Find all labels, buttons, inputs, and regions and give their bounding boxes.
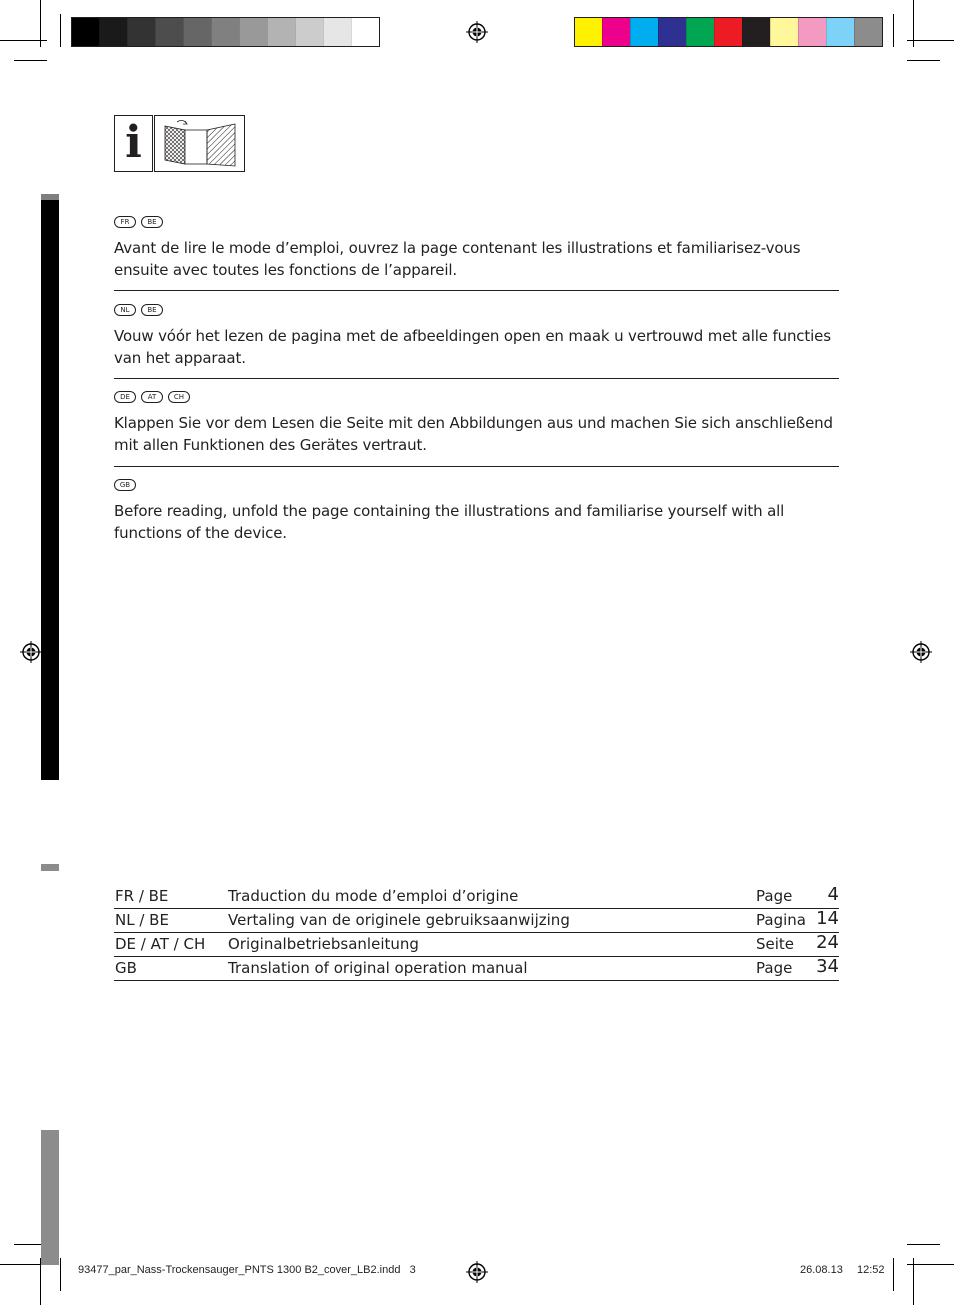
divider xyxy=(114,466,839,467)
instruction-text: Before reading, unfold the page containing the illustrations and familiarise yourself with all functions of the device. xyxy=(114,502,785,542)
language-badge: BE xyxy=(141,304,163,316)
footer-time: 12:52 xyxy=(857,1264,885,1276)
crop-mark xyxy=(60,1258,61,1291)
language-badge: GB xyxy=(114,479,136,491)
footer-file-name: 93477_par_Nass-Trockensauger_PNTS 1300 B2_cover_LB2.indd 3 xyxy=(78,1264,416,1276)
footer-date: 26.08.13 xyxy=(800,1264,843,1276)
color-swatch xyxy=(323,18,351,46)
color-swatch xyxy=(155,18,183,46)
color-swatch xyxy=(239,18,267,46)
toc-language: FR / BE xyxy=(115,887,169,905)
color-swatch xyxy=(714,18,742,46)
side-tab-grey xyxy=(41,864,59,871)
crop-mark xyxy=(60,14,61,47)
toc-row[interactable] xyxy=(114,933,839,957)
crop-mark xyxy=(907,1244,940,1245)
color-swatch xyxy=(686,18,714,46)
toc-title: Vertaling van de originele gebruiksaanwijzing xyxy=(228,911,570,929)
color-swatch xyxy=(742,18,770,46)
toc-title: Originalbetriebsanleitung xyxy=(228,935,419,953)
registration-mark-icon xyxy=(20,641,42,663)
language-badges xyxy=(114,479,839,493)
side-tab-accent xyxy=(41,194,59,200)
crop-mark xyxy=(913,0,914,47)
info-icon xyxy=(115,116,152,171)
color-swatch xyxy=(351,18,379,46)
instruction-text: Vouw vóór het lezen de pagina met de afbeeldingen open en maak u vertrouwd met alle functies van het apparaat. xyxy=(114,327,831,367)
color-swatch xyxy=(854,18,882,46)
color-swatch xyxy=(211,18,239,46)
language-badge: FR xyxy=(114,216,136,228)
language-badge: BE xyxy=(141,216,163,228)
divider xyxy=(114,290,839,291)
toc-language: GB xyxy=(115,959,137,977)
toc-language: NL / BE xyxy=(115,911,169,929)
color-swatch xyxy=(267,18,295,46)
language-badges xyxy=(114,391,839,405)
side-tab-grey xyxy=(41,1130,59,1265)
instruction-text: Klappen Sie vor dem Lesen die Seite mit den Abbildungen aus und machen Sie sich anschließend mit allen Funktionen des Gerätes vertraut. xyxy=(114,414,833,454)
color-swatch xyxy=(127,18,155,46)
crop-mark xyxy=(907,1264,954,1265)
toc-language: DE / AT / CH xyxy=(115,935,206,953)
language-badges xyxy=(114,304,839,318)
toc-page-number: 14 xyxy=(816,908,839,929)
info-icon-box xyxy=(114,115,153,172)
table-of-contents xyxy=(114,885,839,981)
toc-row[interactable] xyxy=(114,885,839,909)
color-bar xyxy=(574,17,883,47)
registration-mark-icon xyxy=(466,1261,488,1283)
registration-mark-icon xyxy=(466,21,488,43)
crop-mark xyxy=(893,1258,894,1291)
info-letter: i xyxy=(125,117,142,168)
color-swatch xyxy=(602,18,630,46)
language-badge: DE xyxy=(114,391,136,403)
unfold-illustration-box xyxy=(154,115,245,172)
crop-mark xyxy=(913,1258,914,1305)
crop-mark xyxy=(40,1258,41,1305)
crop-mark xyxy=(40,0,41,47)
crop-mark xyxy=(14,60,47,61)
color-swatch xyxy=(826,18,854,46)
color-swatch xyxy=(72,18,99,46)
toc-page-label: Page xyxy=(756,959,793,977)
language-badge: CH xyxy=(168,391,190,403)
language-badge: AT xyxy=(141,391,163,403)
side-tab-dark xyxy=(41,194,59,780)
language-badge: NL xyxy=(114,304,136,316)
color-swatch xyxy=(295,18,323,46)
color-swatch xyxy=(183,18,211,46)
crop-mark xyxy=(907,60,940,61)
crop-mark xyxy=(907,40,954,41)
grayscale-bar xyxy=(71,17,380,47)
toc-page-number: 24 xyxy=(816,932,839,953)
toc-page-label: Pagina xyxy=(756,911,806,929)
color-swatch xyxy=(575,18,602,46)
color-swatch xyxy=(798,18,826,46)
color-swatch xyxy=(658,18,686,46)
toc-row[interactable] xyxy=(114,957,839,981)
registration-mark-icon xyxy=(910,641,932,663)
toc-row[interactable] xyxy=(114,909,839,933)
color-swatch xyxy=(630,18,658,46)
instruction-section xyxy=(114,479,839,544)
color-swatch xyxy=(770,18,798,46)
unfold-page-icon xyxy=(155,116,244,171)
toc-title: Translation of original operation manual xyxy=(228,959,528,977)
toc-title: Traduction du mode d’emploi d’origine xyxy=(228,887,519,905)
color-swatch xyxy=(99,18,127,46)
toc-page-number: 34 xyxy=(816,956,839,977)
toc-page-label: Page xyxy=(756,887,793,905)
language-badges xyxy=(114,216,839,230)
instruction-section xyxy=(114,216,839,281)
toc-page-label: Seite xyxy=(756,935,795,953)
instruction-section xyxy=(114,304,839,369)
instruction-text: Avant de lire le mode d’emploi, ouvrez la page contenant les illustrations et familiarisez-vous ensuite avec toutes les fonctions de l’appareil. xyxy=(114,239,801,279)
toc-page-number: 4 xyxy=(827,884,839,905)
instruction-section xyxy=(114,391,839,456)
crop-mark xyxy=(893,14,894,47)
divider xyxy=(114,378,839,379)
